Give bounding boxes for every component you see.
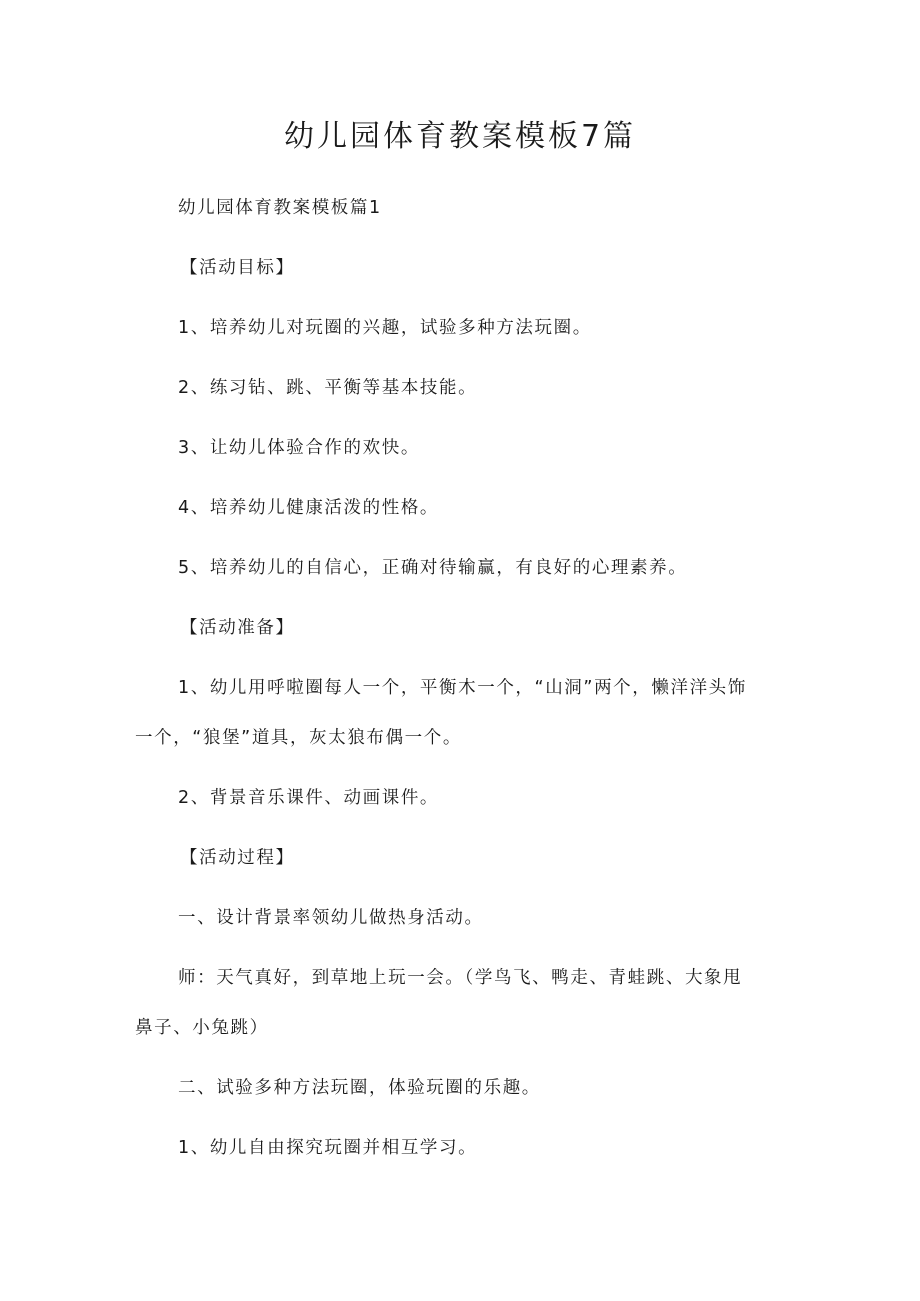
document-title: 幼儿园体育教案模板7篇 [283, 119, 637, 154]
goal-item-4: 4、培养幼儿健康活泼的性格。 [178, 498, 440, 518]
heading-activity-prep: 【活动准备】 [180, 618, 295, 638]
section-subtitle: 幼儿园体育教案模板篇1 [178, 198, 382, 218]
goal-item-5: 5、培养幼儿的自信心，正确对待输赢，有良好的心理素养。 [178, 558, 688, 578]
process-step-1: 一、设计背景率领幼儿做热身活动。 [178, 908, 484, 928]
process-step-2: 二、试验多种方法玩圈，体验玩圈的乐趣。 [178, 1078, 541, 1098]
prep-item-1-line-2: 一个，“狼堡”道具，灰太狼布偶一个。 [135, 728, 462, 748]
prep-item-2: 2、背景音乐课件、动画课件。 [178, 788, 440, 808]
teacher-dialogue-line-2: 鼻子、小兔跳） [135, 1018, 269, 1038]
goal-item-2: 2、练习钻、跳、平衡等基本技能。 [178, 378, 478, 398]
goal-item-1: 1、培养幼儿对玩圈的兴趣，试验多种方法玩圈。 [178, 318, 592, 338]
heading-activity-goals: 【活动目标】 [180, 258, 295, 278]
goal-item-3: 3、让幼儿体验合作的欢快。 [178, 438, 420, 458]
prep-item-1-line-1: 1、幼儿用呼啦圈每人一个，平衡木一个，“山洞”两个，懒洋洋头饰 [178, 678, 747, 698]
heading-activity-process: 【活动过程】 [180, 848, 295, 868]
process-step-2-1: 1、幼儿自由探究玩圈并相互学习。 [178, 1138, 478, 1158]
teacher-dialogue-line-1: 师：天气真好，到草地上玩一会。（学鸟飞、鸭走、青蛙跳、大象甩 [178, 968, 743, 988]
